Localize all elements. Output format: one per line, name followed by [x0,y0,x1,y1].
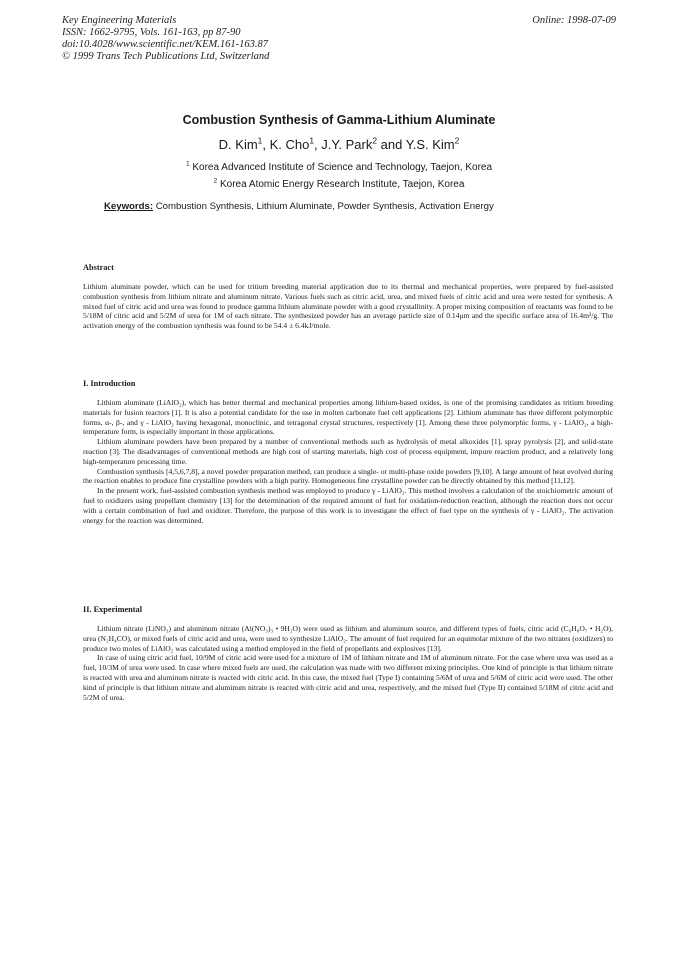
affiliation-1 [0,162,678,173]
author-name: , J.Y. Park [314,137,373,152]
copyright-line: © 1999 Trans Tech Publications Ltd, Switzerland [62,51,270,62]
affiliation-text: Korea Advanced Institute of Science and Technology, Taejon, Korea [189,162,493,173]
introduction-heading: I. Introduction [83,379,136,388]
keywords-line [104,201,638,212]
keywords-label: Keywords: [104,201,154,212]
exp-paragraph-1: Lithium nitrate (LiNO₃) and aluminum nitrate (Al(NO₃)₃ • 9H₂O) were used as lithium and aluminum source, and different types of fuels, citric acid (C₆H₈O₇ • H₂O), urea (N₂H₄CO), or mixed fuels of citric acid and urea, were used to synthesize LiAlO₂. The amount of fuel required for an equimolar mixture of the two nitrates (oxidizers) to produce two moles of LiAlO₂ was calculated using a method employed in the field of propellants and explosives [13]. [83,624,613,653]
abstract-body [83,282,613,331]
keywords-text: Combustion Synthesis, Lithium Aluminate, Powder Synthesis, Activation Energy [153,201,494,212]
intro-paragraph-3: Combustion synthesis [4,5,6,7,8], a novel powder preparation method, can produce a single- or multi-phase oxide powders [9,10]. A large amount of heat evolved during the reaction enables to produce fine crystalline powders with a high purity. Homogeneous fine crystalline powder can be directly obtained by this method [11,12]. [83,466,613,486]
author-superscript: 2 [454,135,460,146]
author-superscript: 1 [309,135,315,146]
affiliation-2 [0,179,678,190]
issn-line: ISSN: 1662-9795, Vols. 161-163, pp 87-90 [62,27,241,38]
author-superscript: 1 [257,135,263,146]
intro-paragraph-4: In the present work, fuel-assisted combustion synthesis method was employed to produce γ - LiAlO₂. This method involves a calculation of the stoichiometric amount of fuel to oxidizers using propellant chemistry [13] for the determination of the required amount of fuel for oxidation-reduction reaction, although the reaction does not occur with a certain combination of fuel and oxidizer. Therefore, the purpose of this work is to investigate the effect of fuel type on the synthesis of γ - LiAlO₂. The activation energy for the reaction was determined. [83,486,613,525]
intro-paragraph-2: Lithium aluminate powders have been prepared by a number of conventional methods such as hydrolysis of metal alkoxides [1], spray pyrolysis [2], and solid-state reaction [3]. The disadvantages of conventional methods are high cost of starting materials, high cost of process equipment, impure reaction product, and a relatively long high-temperature processing time. [83,437,613,466]
affiliation-text: Korea Atomic Energy Research Institute, Taejon, Korea [217,179,465,190]
affiliation-superscript: 2 [213,177,218,185]
author-name: and Y.S. Kim [377,137,455,152]
journal-name: Key Engineering Materials [62,15,177,26]
author-list [0,137,678,152]
doi-line: doi:10.4028/www.scientific.net/KEM.161-163.87 [62,39,268,50]
abstract-paragraph: Lithium aluminate powder, which can be used for tritium breeding material application due to its thermal and mechanical properties, were prepared by fuel-assisted combustion synthesis from lithium nitrate and aluminum nitrate. Various fuels such as citric acid, urea, and mixed fuels of citric acid and urea were tested for synthesis. A mixed fuel of citric acid and urea was found to produce gamma lithium aluminate powder with a good crystallinity. A proper mixing composition of reactants was found to be 5/18M of citric acid and 5/2M of urea for 1M of each nitrate. The synthesized powder has an average particle size of 0.14μm and the specific surface area of 16.4m²/g. The activation energy of the combustion synthesis was found to be 54.4 ± 6.4kJ/mole. [83,282,613,331]
intro-paragraph-1: Lithium aluminate (LiAlO₂), which has better thermal and mechanical properties among lithium-based oxides, is one of the promising candidates as tritium breeding materials for fusion reactors [1]. It is also a potential candidate for the use in molten carbonate fuel cell applications [2]. Lithium aluminate has three different polymorphic forms, α-, β-, and γ - LiAlO₂ having hexagonal, monoclinic, and tetragonal crystal structures, respectively [1]. Among these three polymorphic forms, γ - LiAlO₂, a high-temperature form, is especially important in those applications. [83,398,613,437]
author-name: , K. Cho [262,137,310,152]
paper-title: Combustion Synthesis of Gamma-Lithium Aluminate [182,113,496,127]
author-superscript: 2 [372,135,378,146]
abstract-heading: Abstract [83,263,114,272]
journal-header [62,15,616,63]
exp-paragraph-2: In case of using citric acid fuel, 10/9M of citric acid were used for a mixture of 1M of lithium nitrate and 1M of aluminum nitrate. For the case where urea was used as a fuel, 10/3M of urea were used. In case where mixed fuels are used, the calculation was made with two different mixing principles. One kind of principle is that lithium nitrate is reacted with urea and aluminum nitrate is reacted with citric acid. In this case, the mixed fuel (Type I) containing 5/6M of urea and 5/6M of citric acid were used. The other kind of principle is that lithium nitrate and aluminum nitrate is reacted with citric acid and urea, respectively, and the mixed fuel (Type II) contained 5/18M of citric acid and 5/2M of urea. [83,653,613,702]
affiliation-superscript: 1 [185,160,190,168]
experimental-heading: II. Experimental [83,605,142,614]
experimental-body [83,624,613,702]
introduction-body [83,398,613,525]
online-date: Online: 1998-07-09 [532,15,616,26]
author-name: D. Kim [218,137,258,152]
